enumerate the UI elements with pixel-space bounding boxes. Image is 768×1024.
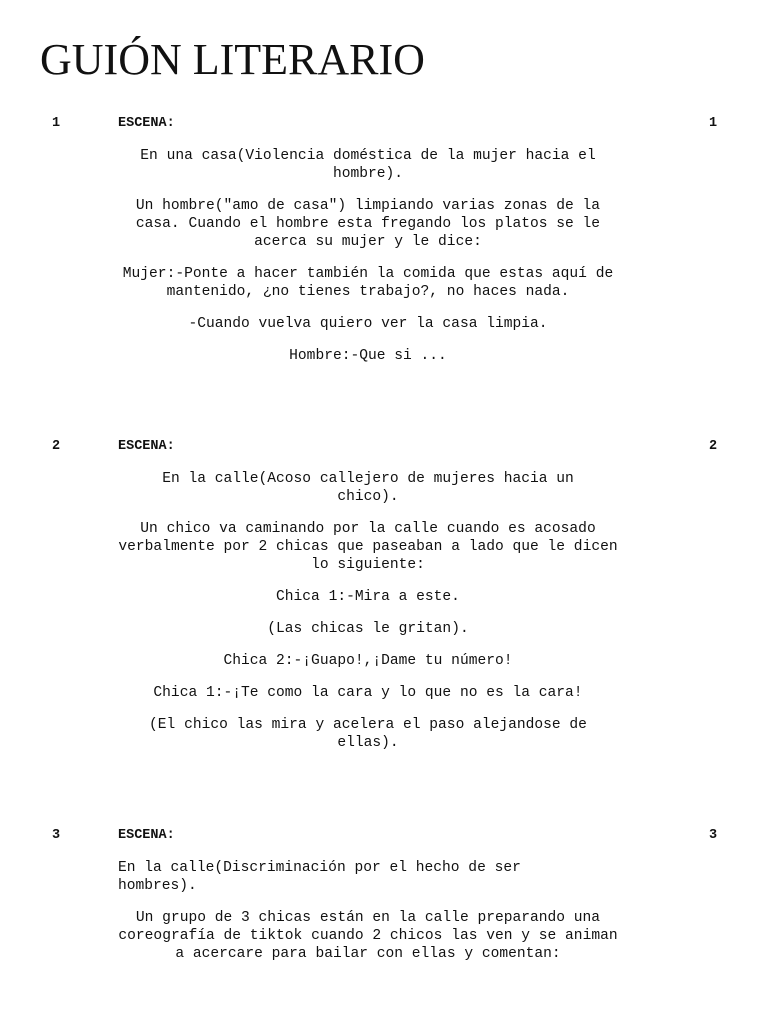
scene-heading: ESCENA: xyxy=(118,439,175,454)
scene-body xyxy=(118,845,618,963)
dialogue-line: Chica 1:-Mira a este. xyxy=(276,589,460,605)
scene-number-left: 2 xyxy=(52,439,61,454)
scene-number-left: 1 xyxy=(52,116,61,131)
scene-setting: En la calle(Acoso callejero de mujeres hacia un chico). xyxy=(162,471,574,505)
action-paragraph: Un grupo de 3 chicas están en la calle preparando una coreografía de tiktok cuando 2 chicos las ven y se animan a acercare para bailar con ellas y comentan: xyxy=(118,910,618,962)
scene-number-right: 2 xyxy=(709,439,718,454)
scene-heading: ESCENA: xyxy=(118,828,175,843)
action-paragraph: Un hombre("amo de casa") limpiando varias zonas de la casa. Cuando el hombre esta fregando los platos se le acerca su mujer y le dice: xyxy=(135,198,601,250)
dialogue-line: -Cuando vuelva quiero ver la casa limpia. xyxy=(188,316,548,332)
scene-number-left: 3 xyxy=(52,828,61,843)
dialogue-line: Chica 2:-¡Guapo!,¡Dame tu número! xyxy=(223,653,513,669)
parenthetical: (Las chicas le gritan). xyxy=(267,621,469,637)
scene-body xyxy=(118,133,618,365)
scene-number-right: 3 xyxy=(709,828,718,843)
scene-header xyxy=(0,827,768,845)
scene-2 xyxy=(0,438,768,766)
scene-number-right: 1 xyxy=(709,116,718,131)
scene-1 xyxy=(0,115,768,379)
action-paragraph: Un chico va caminando por la calle cuando es acosado verbalmente por 2 chicas que paseaban a lado que le dicen lo siguiente: xyxy=(118,521,618,573)
scene-3 xyxy=(0,827,768,977)
document-title: GUIÓN LITERARIO xyxy=(40,35,425,84)
parenthetical: (El chico las mira y acelera el paso alejandose de ellas). xyxy=(149,717,587,751)
scene-header xyxy=(0,438,768,456)
scene-header xyxy=(0,115,768,133)
dialogue-line: Chica 1:-¡Te como la cara y lo que no es la cara! xyxy=(153,685,583,701)
scene-body xyxy=(118,456,618,752)
scene-setting: En una casa(Violencia doméstica de la mujer hacia el hombre). xyxy=(140,148,596,182)
dialogue-line: Mujer:-Ponte a hacer también la comida que estas aquí de mantenido, ¿no tienes trabajo?, no haces nada. xyxy=(122,266,614,300)
dialogue-line: Hombre:-Que si ... xyxy=(289,348,447,364)
scene-setting: En la calle(Discriminación por el hecho de ser hombres). xyxy=(118,860,521,894)
scene-heading: ESCENA: xyxy=(118,116,175,131)
